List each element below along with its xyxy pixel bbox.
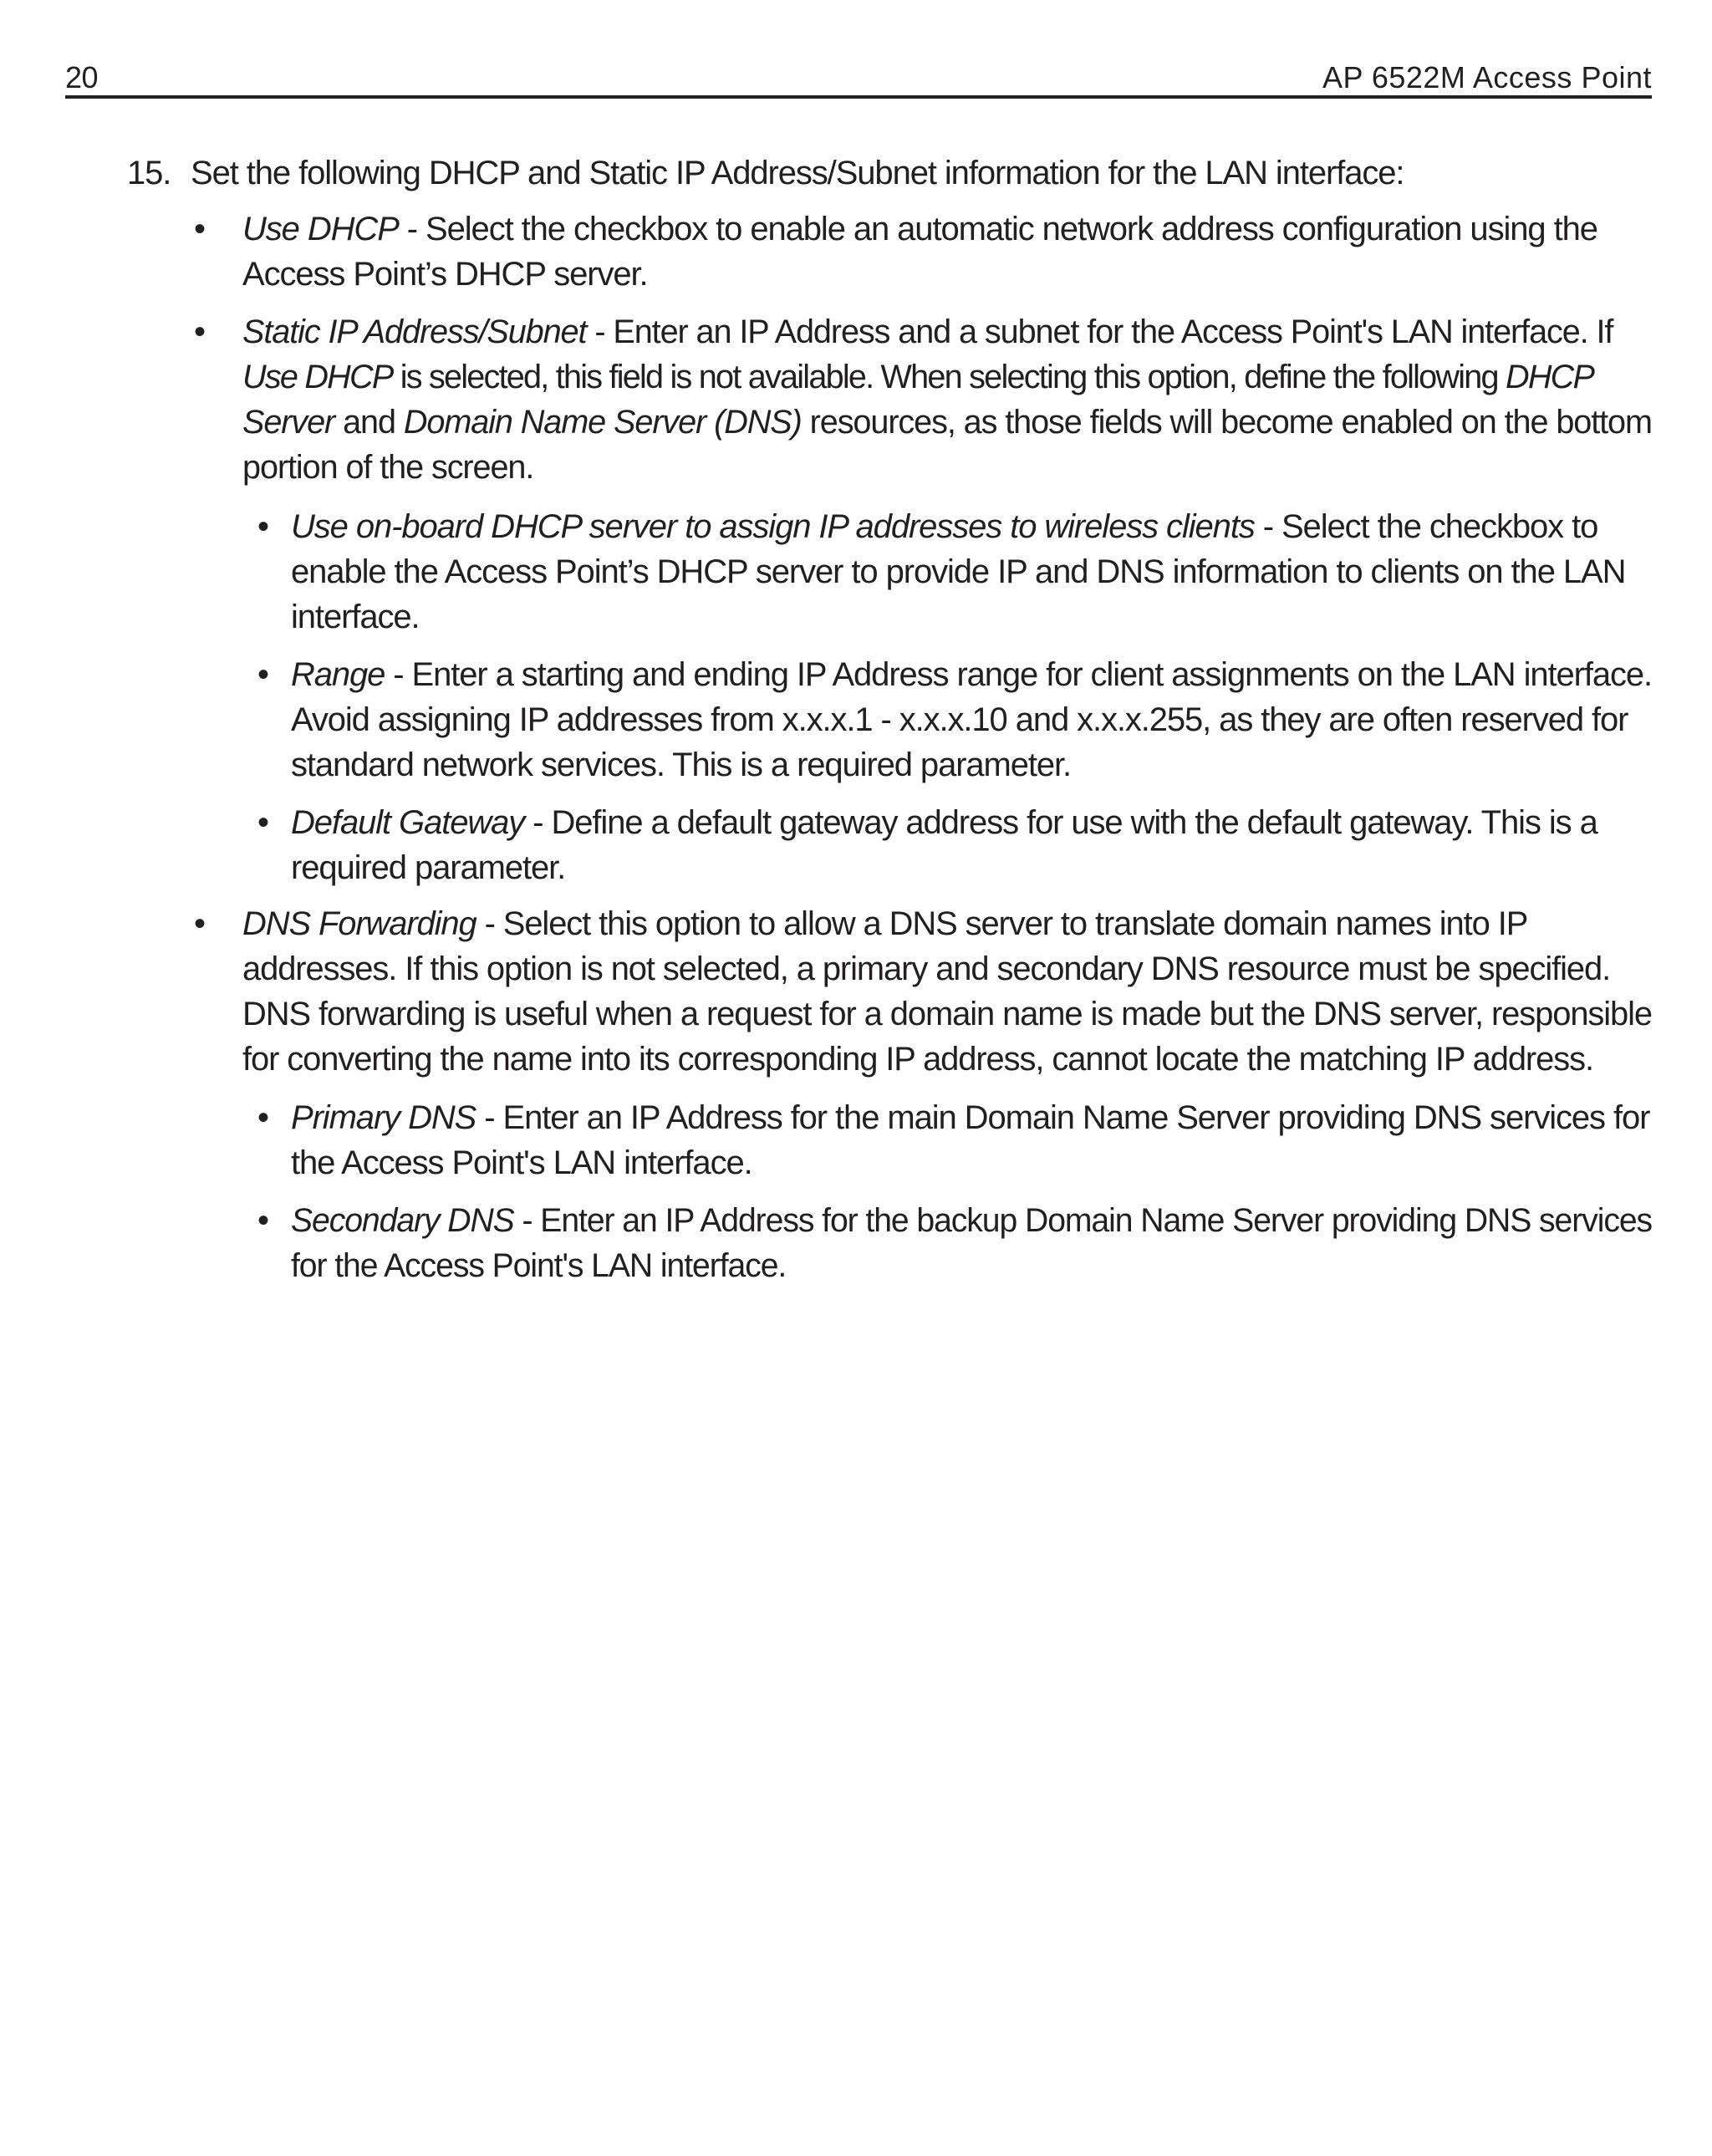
step-number: 15. [127, 155, 171, 191]
running-title: AP 6522M Access Point [1322, 60, 1652, 94]
bullet-icon: • [257, 804, 268, 841]
bullet-icon: • [257, 1202, 268, 1239]
term-default-gateway: Default Gateway [291, 804, 525, 841]
term-range: Range [291, 656, 385, 693]
page-number: 20 [65, 60, 99, 94]
term-use-dhcp: Use DHCP [242, 211, 399, 247]
term-static-ip: Static IP Address/Subnet [242, 313, 587, 350]
term-primary-dns: Primary DNS [291, 1099, 476, 1136]
item-default-gateway: Default Gateway - Define a default gateway address for use with the default gateway. This is a required parameter. [291, 804, 1597, 886]
item-dns-forwarding: DNS Forwarding - Select this option to allow a DNS server to translate domain names into IP addresses. If this option is not selected, a primary and secondary DNS resource must be specified. DNS forwarding is useful when a request for a domain name is made but the DNS server, responsible for converting the name into its corresponding IP address, cannot locate the matching IP address. [242, 905, 1653, 1078]
bullet-icon: • [257, 656, 268, 693]
term-secondary-dns: Secondary DNS [291, 1202, 514, 1239]
bullet-icon: • [257, 508, 268, 545]
bullet-icon: • [194, 905, 205, 942]
item-use-dhcp: Use DHCP - Select the checkbox to enable an automatic network address configuration using the Access Point’s DHCP server. [242, 211, 1597, 293]
bullet-icon: • [194, 211, 205, 247]
item-range: Range - Enter a starting and ending IP Address range for client assignments on the LAN interface. Avoid assigning IP addresses from x.x.x.1 - x.x.x.10 and x.x.x.255, as they are often reserved for standard network services. This is a required parameter. [291, 656, 1653, 783]
item-secondary-dns: Secondary DNS - Enter an IP Address for the backup Domain Name Server providing DNS services for the Access Point's LAN interface. [291, 1202, 1653, 1284]
page-header [65, 54, 1652, 99]
item-onboard-dhcp: Use on-board DHCP server to assign IP addresses to wireless clients - Select the checkbox to enable the Access Point’s DHCP server to provide IP and DNS information to clients on the LAN interface. [291, 508, 1626, 635]
item-primary-dns: Primary DNS - Enter an IP Address for the main Domain Name Server providing DNS services for the Access Point's LAN interface. [291, 1099, 1650, 1181]
step-text: Set the following DHCP and Static IP Address/Subnet information for the LAN interface: [191, 155, 1404, 191]
item-static-ip: Static IP Address/Subnet - Enter an IP Address and a subnet for the Access Point's LAN interface. If Use DHCP is selected, this field is not available. When selecting this option, define the following DHCP Server and Domain Name Server (DNS) resources, as those fields will become enabled on the bottom portion of the screen. [242, 313, 1652, 486]
term-dns-forwarding: DNS Forwarding [242, 905, 476, 942]
bullet-icon: • [257, 1099, 268, 1136]
bullet-icon: • [194, 313, 205, 350]
term-onboard-dhcp: Use on-board DHCP server to assign IP addresses to wireless clients [291, 508, 1255, 545]
